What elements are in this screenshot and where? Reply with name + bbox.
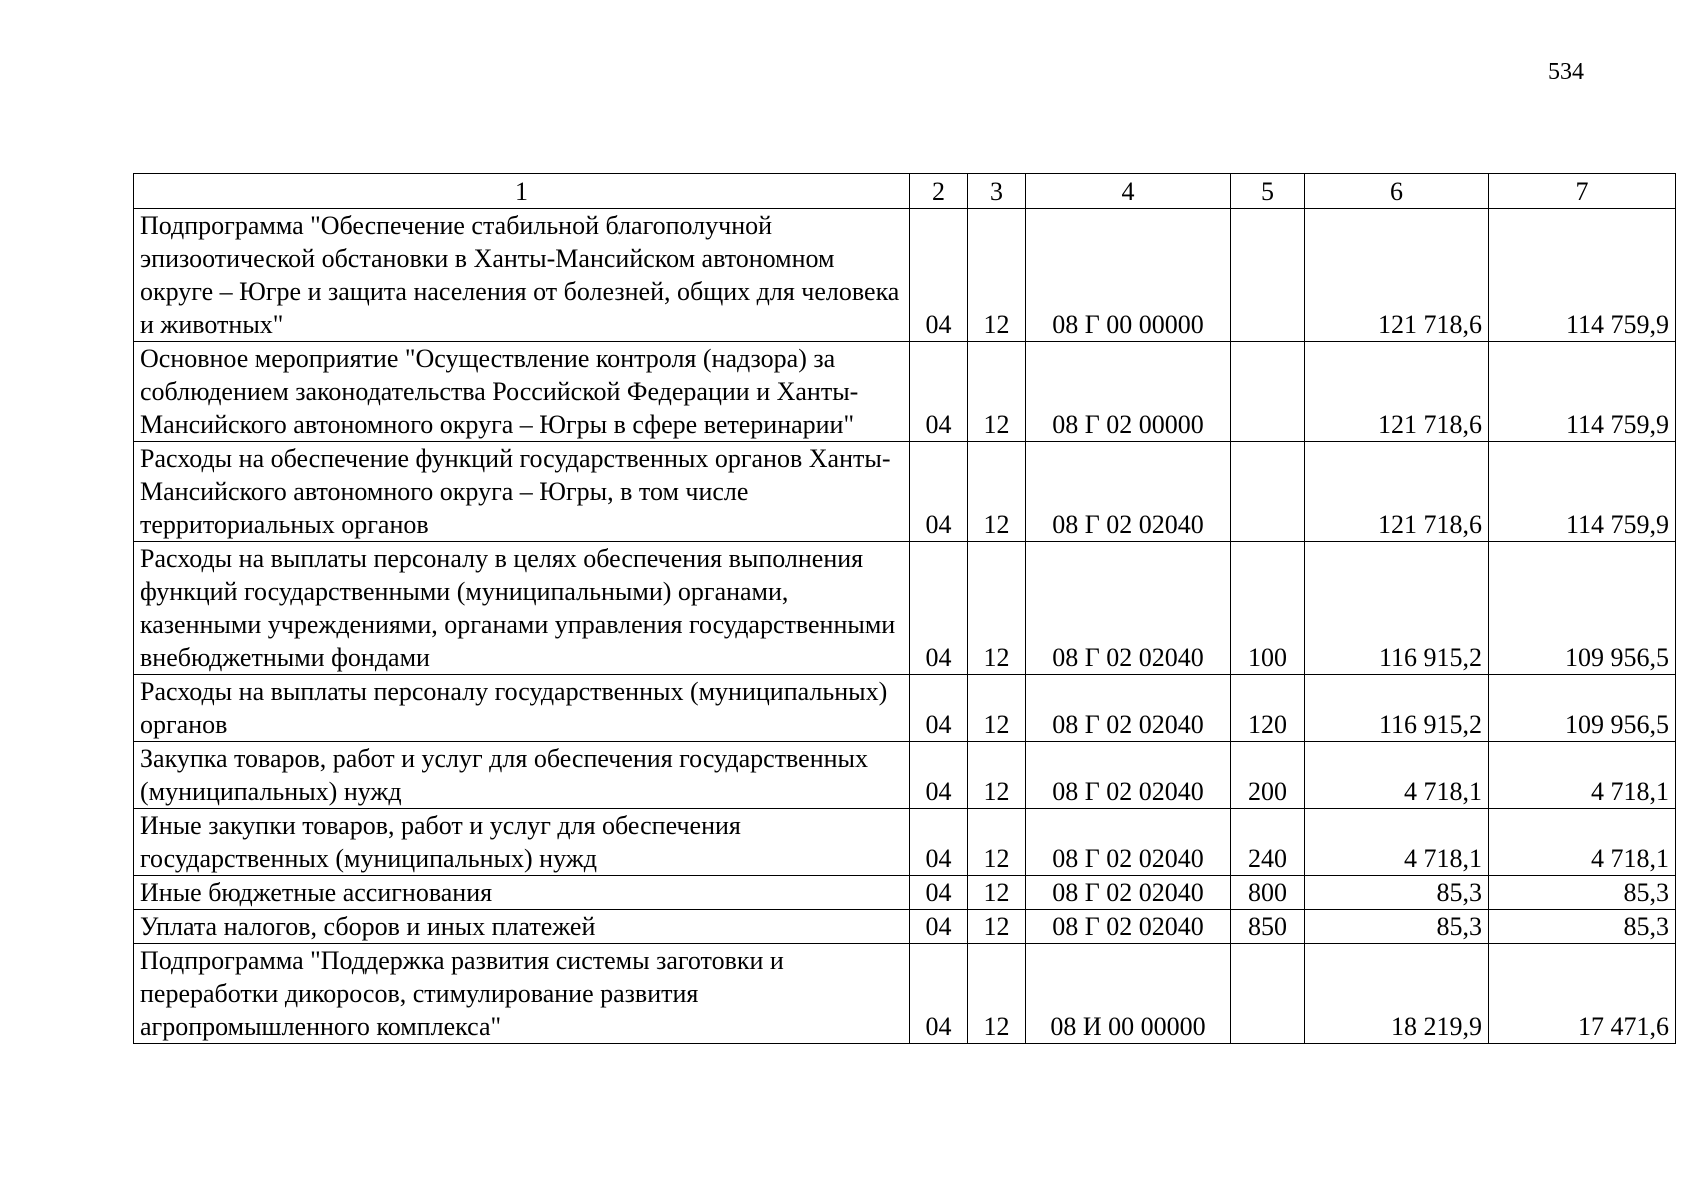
amount-col7-cell: 114 759,9 bbox=[1489, 442, 1676, 542]
section-code-cell: 04 bbox=[910, 809, 968, 876]
table-row bbox=[134, 342, 1676, 442]
target-article-cell: 08 Г 02 02040 bbox=[1026, 542, 1231, 675]
section-code-cell: 04 bbox=[910, 209, 968, 342]
target-article-cell: 08 Г 02 00000 bbox=[1026, 342, 1231, 442]
amount-col6-cell: 4 718,1 bbox=[1305, 742, 1489, 809]
amount-col7-cell: 114 759,9 bbox=[1489, 209, 1676, 342]
section-code-cell: 04 bbox=[910, 442, 968, 542]
amount-col7-cell: 17 471,6 bbox=[1489, 944, 1676, 1044]
expense-type-cell: 120 bbox=[1231, 675, 1305, 742]
target-article-cell: 08 И 00 00000 bbox=[1026, 944, 1231, 1044]
expense-type-cell: 800 bbox=[1231, 876, 1305, 910]
column-header-5: 5 bbox=[1231, 174, 1305, 209]
table-row bbox=[134, 442, 1676, 542]
row-name-cell: Основное мероприятие "Осуществление контроля (надзора) за соблюдением законодательства Российской Федерации и Ханты-Мансийского автономного округа – Югры в сфере ветеринарии" bbox=[134, 342, 910, 442]
table-row bbox=[134, 876, 1676, 910]
row-name-cell: Уплата налогов, сборов и иных платежей bbox=[134, 910, 910, 944]
amount-col7-cell: 85,3 bbox=[1489, 876, 1676, 910]
column-header-4: 4 bbox=[1026, 174, 1231, 209]
row-name-cell: Иные бюджетные ассигнования bbox=[134, 876, 910, 910]
expense-type-cell bbox=[1231, 944, 1305, 1044]
amount-col6-cell: 121 718,6 bbox=[1305, 209, 1489, 342]
amount-col6-cell: 4 718,1 bbox=[1305, 809, 1489, 876]
row-name-cell: Подпрограмма "Обеспечение стабильной благополучной эпизоотической обстановки в Ханты-Мансийском автономном округе – Югре и защита населения от болезней, общих для человека и животных" bbox=[134, 209, 910, 342]
subsection-code-cell: 12 bbox=[968, 910, 1026, 944]
amount-col6-cell: 85,3 bbox=[1305, 876, 1489, 910]
section-code-cell: 04 bbox=[910, 910, 968, 944]
expense-type-cell: 200 bbox=[1231, 742, 1305, 809]
target-article-cell: 08 Г 02 02040 bbox=[1026, 442, 1231, 542]
expense-type-cell bbox=[1231, 342, 1305, 442]
expense-type-cell: 100 bbox=[1231, 542, 1305, 675]
row-name-cell: Подпрограмма "Поддержка развития системы заготовки и переработки дикоросов, стимулирование развития агропромышленного комплекса" bbox=[134, 944, 910, 1044]
amount-col7-cell: 4 718,1 bbox=[1489, 742, 1676, 809]
column-header-6: 6 bbox=[1305, 174, 1489, 209]
budget-table bbox=[133, 173, 1676, 1044]
expense-type-cell: 850 bbox=[1231, 910, 1305, 944]
subsection-code-cell: 12 bbox=[968, 944, 1026, 1044]
amount-col6-cell: 116 915,2 bbox=[1305, 675, 1489, 742]
target-article-cell: 08 Г 02 02040 bbox=[1026, 742, 1231, 809]
table-row bbox=[134, 675, 1676, 742]
column-header-3: 3 bbox=[968, 174, 1026, 209]
target-article-cell: 08 Г 02 02040 bbox=[1026, 876, 1231, 910]
row-name-cell: Закупка товаров, работ и услуг для обеспечения государственных (муниципальных) нужд bbox=[134, 742, 910, 809]
column-header-2: 2 bbox=[910, 174, 968, 209]
amount-col7-cell: 109 956,5 bbox=[1489, 542, 1676, 675]
subsection-code-cell: 12 bbox=[968, 342, 1026, 442]
column-header-7: 7 bbox=[1489, 174, 1676, 209]
amount-col6-cell: 121 718,6 bbox=[1305, 442, 1489, 542]
amount-col6-cell: 116 915,2 bbox=[1305, 542, 1489, 675]
table-row bbox=[134, 209, 1676, 342]
expense-type-cell: 240 bbox=[1231, 809, 1305, 876]
subsection-code-cell: 12 bbox=[968, 542, 1026, 675]
target-article-cell: 08 Г 02 02040 bbox=[1026, 910, 1231, 944]
target-article-cell: 08 Г 02 02040 bbox=[1026, 809, 1231, 876]
amount-col7-cell: 4 718,1 bbox=[1489, 809, 1676, 876]
expense-type-cell bbox=[1231, 209, 1305, 342]
row-name-cell: Расходы на выплаты персоналу государственных (муниципальных) органов bbox=[134, 675, 910, 742]
amount-col6-cell: 85,3 bbox=[1305, 910, 1489, 944]
subsection-code-cell: 12 bbox=[968, 675, 1026, 742]
subsection-code-cell: 12 bbox=[968, 209, 1026, 342]
table-row bbox=[134, 542, 1676, 675]
subsection-code-cell: 12 bbox=[968, 876, 1026, 910]
amount-col7-cell: 85,3 bbox=[1489, 910, 1676, 944]
row-name-cell: Расходы на обеспечение функций государственных органов Ханты-Мансийского автономного округа – Югры, в том числе территориальных органов bbox=[134, 442, 910, 542]
subsection-code-cell: 12 bbox=[968, 809, 1026, 876]
amount-col6-cell: 18 219,9 bbox=[1305, 944, 1489, 1044]
table-row bbox=[134, 944, 1676, 1044]
row-name-cell: Иные закупки товаров, работ и услуг для обеспечения государственных (муниципальных) нужд bbox=[134, 809, 910, 876]
target-article-cell: 08 Г 00 00000 bbox=[1026, 209, 1231, 342]
subsection-code-cell: 12 bbox=[968, 442, 1026, 542]
amount-col7-cell: 114 759,9 bbox=[1489, 342, 1676, 442]
section-code-cell: 04 bbox=[910, 675, 968, 742]
subsection-code-cell: 12 bbox=[968, 742, 1026, 809]
page-number: 534 bbox=[1548, 59, 1584, 85]
section-code-cell: 04 bbox=[910, 944, 968, 1044]
section-code-cell: 04 bbox=[910, 742, 968, 809]
amount-col6-cell: 121 718,6 bbox=[1305, 342, 1489, 442]
section-code-cell: 04 bbox=[910, 342, 968, 442]
table-row bbox=[134, 910, 1676, 944]
table-row bbox=[134, 742, 1676, 809]
row-name-cell: Расходы на выплаты персоналу в целях обеспечения выполнения функций государственными (муниципальными) органами, казенными учреждениями, органами управления государственными внебюджетными фондами bbox=[134, 542, 910, 675]
table-row bbox=[134, 809, 1676, 876]
section-code-cell: 04 bbox=[910, 876, 968, 910]
target-article-cell: 08 Г 02 02040 bbox=[1026, 675, 1231, 742]
amount-col7-cell: 109 956,5 bbox=[1489, 675, 1676, 742]
column-header-1: 1 bbox=[134, 174, 910, 209]
section-code-cell: 04 bbox=[910, 542, 968, 675]
header-row bbox=[134, 174, 1676, 209]
expense-type-cell bbox=[1231, 442, 1305, 542]
